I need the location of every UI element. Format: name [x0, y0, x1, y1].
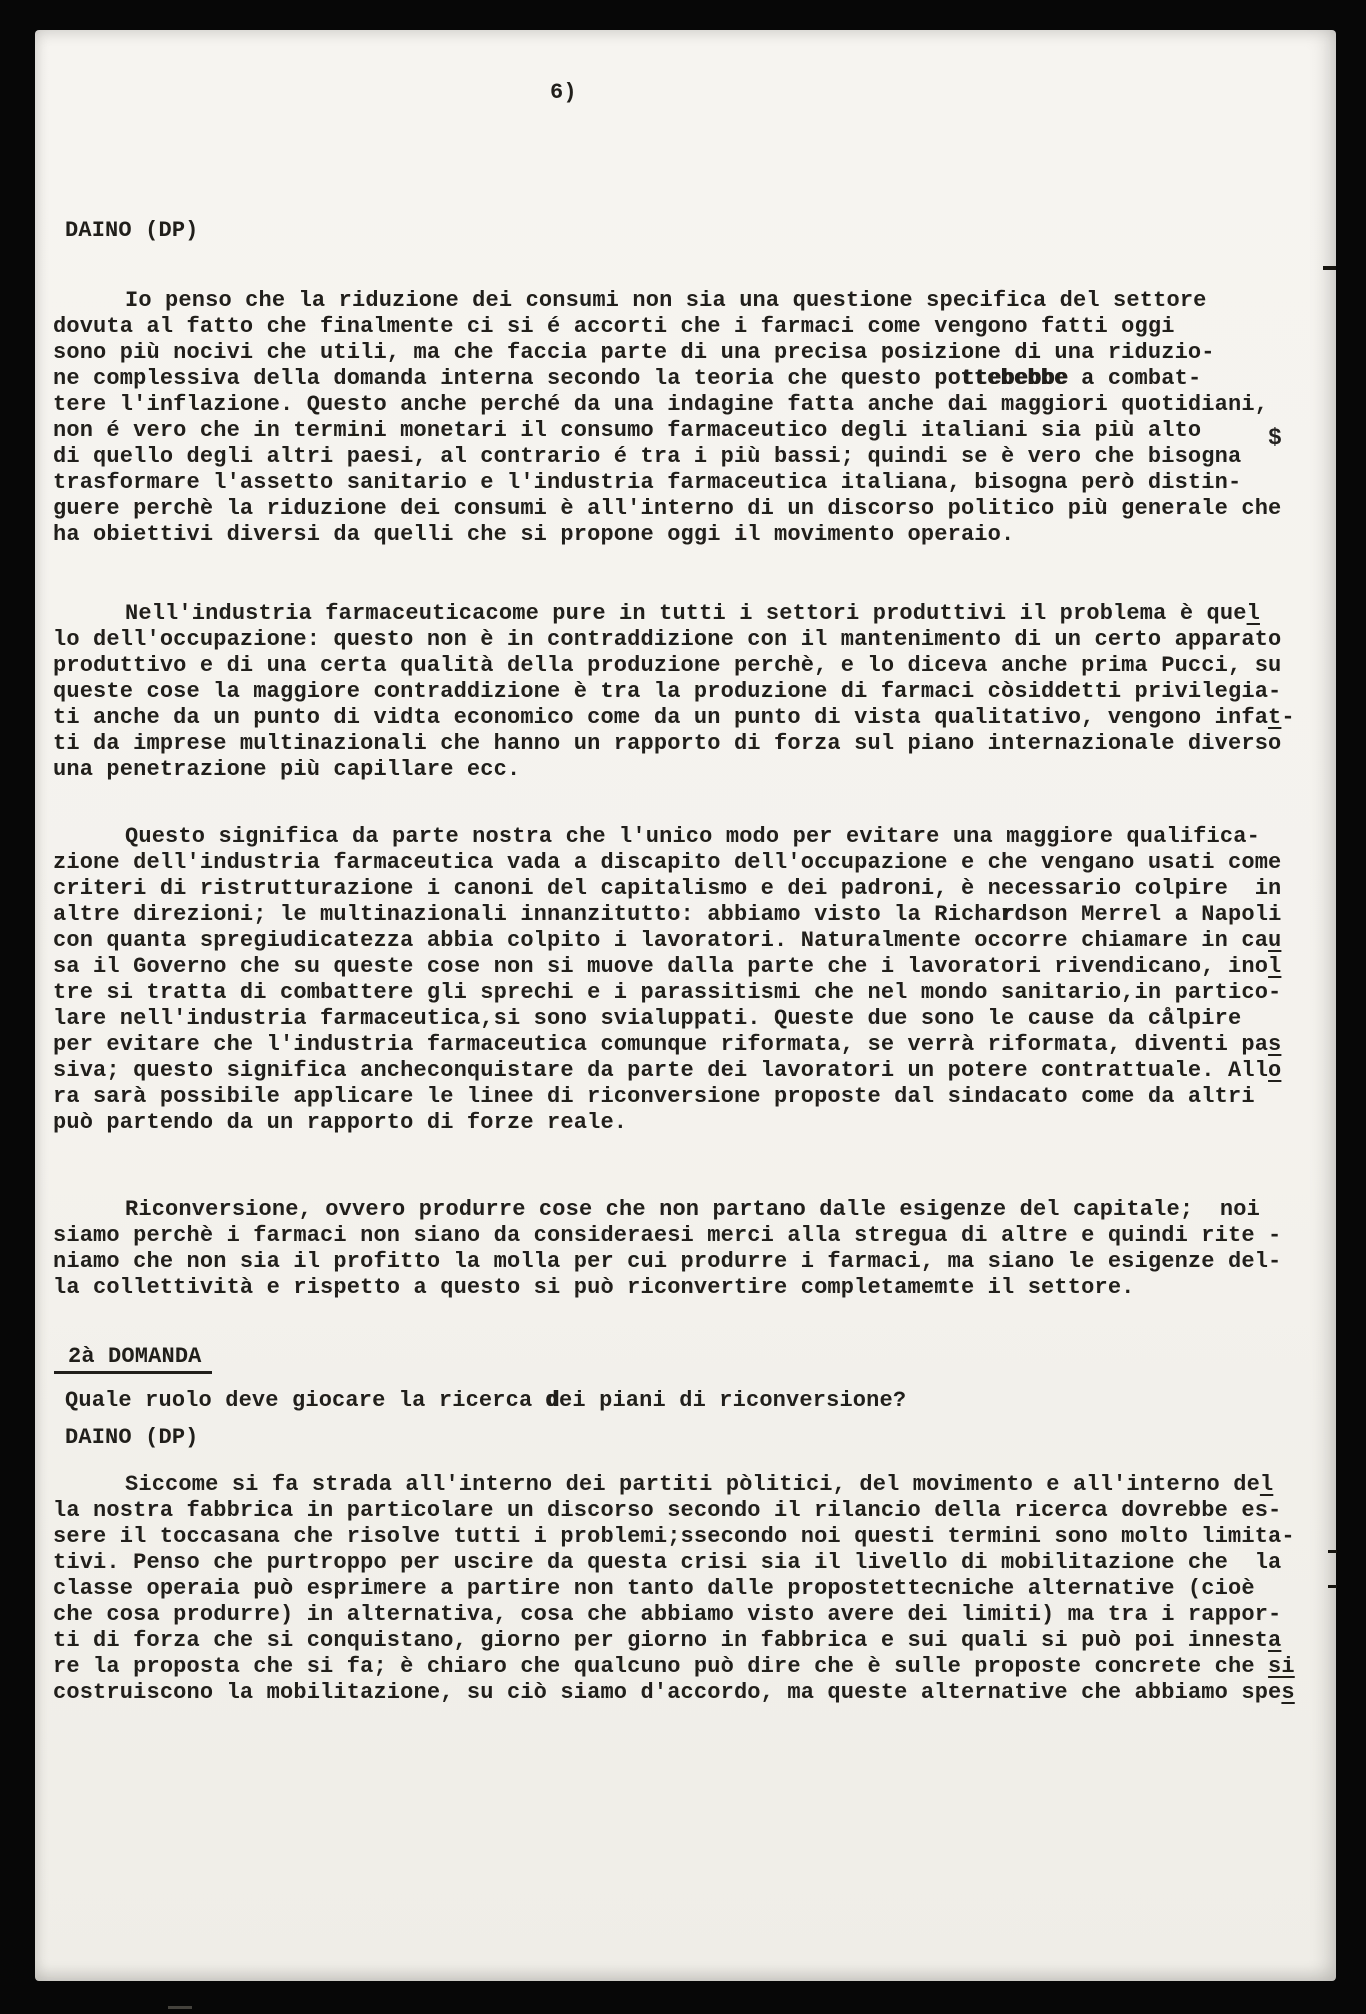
paragraph-3	[53, 824, 1281, 1136]
text-line: Siccome si fa strada all'interno dei partiti pòlitici, del movimento e all'interno del	[125, 1472, 1274, 1497]
text-line: Quale ruolo deve giocare la ricerca dei piani di riconversione?	[65, 1388, 907, 1413]
text-line: non é vero che in termini monetari il consumo farmaceutico degli italiani sia più alto	[53, 418, 1202, 443]
speaker-heading-daino-1: DAINO (DP)	[65, 218, 199, 243]
text-line: lo dell'occupazione: questo non è in contraddizione con il mantenimento di un certo apparato	[53, 627, 1282, 652]
paragraph-4	[53, 1197, 1281, 1301]
text-line: guere perchè la riduzione dei consumi è all'interno di un discorso politico più generale che	[53, 496, 1282, 521]
text-line: lare nell'industria farmaceutica,si sono svialuppati. Queste due sono le cause da cålpire	[53, 1006, 1242, 1031]
scan-artifact-bottom-dash	[168, 2006, 192, 2009]
text-line: ne complessiva della domanda interna secondo la teoria che questo pottebebbe a combat-	[53, 366, 1202, 391]
scan-artifact-edge-dash	[1323, 266, 1336, 270]
page-number: 6)	[550, 80, 577, 105]
text-line: criteri di ristrutturazione i canoni del capitalismo e dei padroni, è necessario colpire in	[53, 876, 1282, 901]
text-line: Questo significa da parte nostra che l'unico modo per evitare una maggiore qualifica-	[125, 824, 1260, 849]
text-line: Riconversione, ovvero produrre cose che non partano dalle esigenze del capitale; noi	[125, 1197, 1260, 1222]
text-line: che cosa produrre) in alternativa, cosa che abbiamo visto avere dei limiti) ma tra i rappor-	[53, 1602, 1282, 1627]
paragraph-2	[53, 601, 1295, 783]
scan-artifact-edge-dash	[1328, 1585, 1337, 1588]
text-line: Io penso che la riduzione dei consumi non sia una questione specifica del settore	[125, 288, 1207, 313]
text-line: queste cose la maggiore contraddizione è tra la produzione di farmaci còsiddetti privilegia-	[53, 679, 1282, 704]
text-line: dovuta al fatto che finalmente ci si é accorti che i farmaci come vengono fatti oggi	[53, 314, 1175, 339]
text-line: di quello degli altri paesi, al contrario é tra i più bassi; quindi se è vero che bisogna	[53, 444, 1242, 469]
text-line: ti anche da un punto di vidta economico come da un punto di vista qualitativo, vengono infat-	[53, 705, 1295, 730]
text-line: altre direzioni; le multinazionali innanzitutto: abbiamo visto la Richardson Merrel a Napoli	[53, 902, 1282, 927]
text-line: Nell'industria farmaceuticacome pure in tutti i settori produttivi il problema è quel	[125, 601, 1260, 626]
text-line: sa il Governo che su queste cose non si muove dalla parte che i lavoratori rivendicano, inol	[53, 954, 1282, 979]
text-line: ti da imprese multinazionali che hanno un rapporto di forza sul piano internazionale diverso	[53, 731, 1282, 756]
text-line: classe operaia può esprimere a partire non tanto dalle propostettecniche alternative (cioè	[53, 1576, 1255, 1601]
text-line: tere l'inflazione. Questo anche perché da una indagine fatta anche dai maggiori quotidiani,	[53, 392, 1269, 417]
text-line: per evitare che l'industria farmaceutica comunque riformata, se verrà riformata, diventi pas	[53, 1032, 1282, 1057]
text-line: costruiscono la mobilitazione, su ciò siamo d'accordo, ma queste alternative che abbiamo spes	[53, 1680, 1295, 1705]
text-line: può partendo da un rapporto di forze reale.	[53, 1110, 628, 1135]
text-line: la collettività e rispetto a questo si può riconvertire completamemte il settore.	[53, 1275, 1135, 1300]
text-line: una penetrazione più capillare ecc.	[53, 757, 521, 782]
text-line: ra sarà possibile applicare le linee di riconversione proposte dal sindacato come da altri	[53, 1084, 1255, 1109]
paragraph-1	[53, 288, 1281, 548]
text-line: tre si tratta di combattere gli sprechi e i parassitismi che nel mondo sanitario,in partico-	[53, 980, 1282, 1005]
text-line: ti di forza che si conquistano, giorno per giorno in fabbrica e sui quali si può poi innesta	[53, 1628, 1282, 1653]
text-line: trasformare l'assetto sanitario e l'industria farmaceutica italiana, bisogna però distin-	[53, 470, 1242, 495]
text-line: re la proposta che si fa; è chiaro che qualcuno può dire che è sulle proposte concrete che si	[53, 1654, 1295, 1679]
text-line: sono più nocivi che utili, ma che faccia parte di una precisa posizione di una riduzio-	[53, 340, 1215, 365]
text-line: produttivo e di una certa qualità della produzione perchè, e lo diceva anche prima Pucci, su	[53, 653, 1282, 678]
text-line: tivi. Penso che purtroppo per uscire da questa crisi sia il livello di mobilitazione che la	[53, 1550, 1282, 1575]
text-line: zione dell'industria farmaceutica vada a discapito dell'occupazione e che vengano usati come	[53, 850, 1282, 875]
question-2-heading: 2à DOMANDA	[54, 1344, 212, 1374]
scan-artifact-edge-dash	[1328, 1550, 1337, 1553]
speaker-heading-daino-2: DAINO (DP)	[65, 1425, 199, 1450]
text-line: ha obiettivi diversi da quelli che si propone oggi il movimento operaio.	[53, 522, 1015, 547]
margin-dollar-annotation: $	[1268, 425, 1282, 451]
text-line: siva; questo significa ancheconquistare da parte dei lavoratori un potere contrattuale. Allo	[53, 1058, 1282, 1083]
text-line: niamo che non sia il profitto la molla per cui produrre i farmaci, ma siano le esigenze del-	[53, 1249, 1282, 1274]
question-2-text	[65, 1388, 906, 1414]
paragraph-5	[53, 1472, 1295, 1706]
text-line: la nostra fabbrica in particolare un discorso secondo il rilancio della ricerca dovrebbe es-	[53, 1498, 1282, 1523]
document-page	[35, 30, 1336, 1981]
text-line: sere il toccasana che risolve tutti i problemi;ssecondo noi questi termini sono molto limita-	[53, 1524, 1295, 1549]
text-line: con quanta spregiudicatezza abbia colpito i lavoratori. Naturalmente occorre chiamare in cau	[53, 928, 1282, 953]
text-line: siamo perchè i farmaci non siano da consideraesi merci alla stregua di altre e quindi rite -	[53, 1223, 1282, 1248]
